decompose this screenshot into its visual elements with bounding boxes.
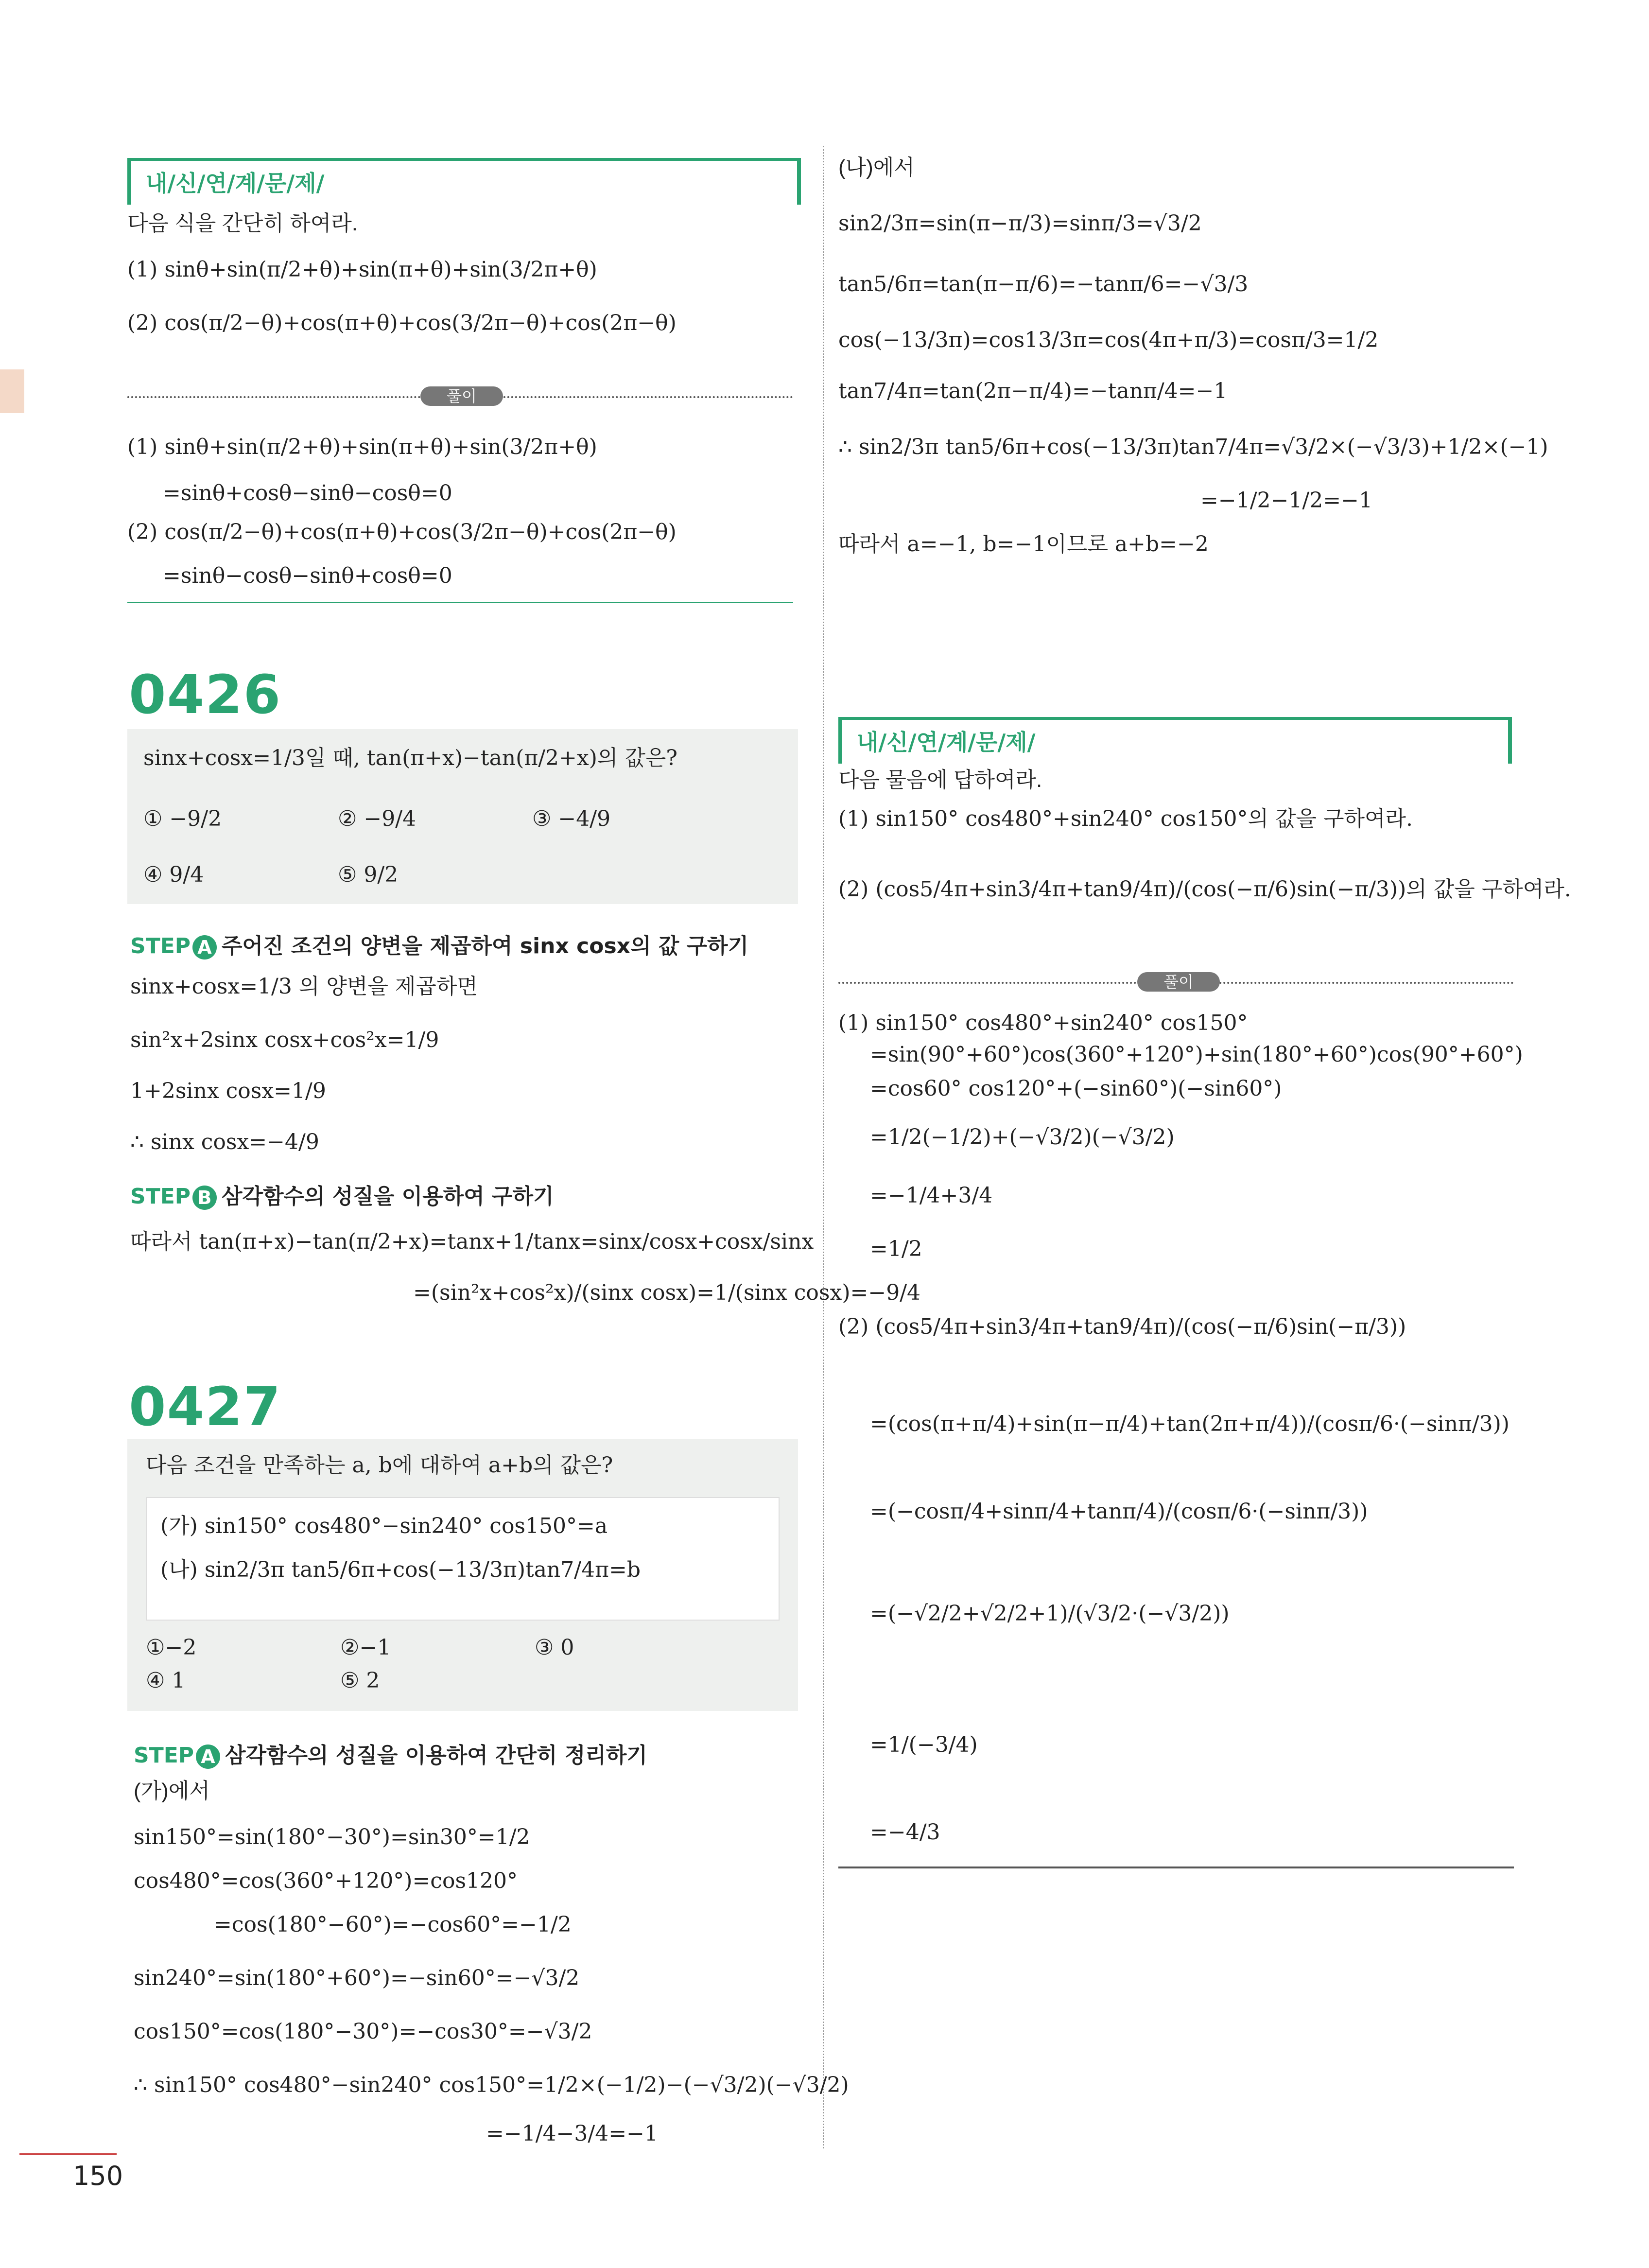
step-tag: STEP (130, 1184, 191, 1209)
step-letter: B (192, 1186, 217, 1210)
step-title: 삼각함수의 성질을 이용하여 간단히 정리하기 (225, 1743, 647, 1768)
naesin2-sol1-line: (1) sin150° cos480°+sin240° cos150° (838, 1011, 1248, 1035)
choice-4[interactable]: ④ 9/4 (143, 862, 204, 887)
section-end-rule (127, 602, 793, 603)
section-end-rule (838, 1867, 1514, 1868)
step-letter: A (192, 935, 217, 960)
solution-line: =cos(180°−60°)=−cos60°=−1/2 (214, 1912, 572, 1937)
naesin2-sol2-line: =(cos(π+π/4)+sin(π−π/4)+tan(2π+π/4))/(cosπ/6·(−sinπ/3)) (870, 1412, 1510, 1436)
naesin1-sol-2: =sinθ+cosθ−sinθ−cosθ=0 (163, 481, 452, 506)
naesin1-sol-3: (2) cos(π/2−θ)+cos(π+θ)+cos(3/2π−θ)+cos(2π−θ) (127, 520, 677, 544)
step-b-line-1: 따라서 tan(π+x)−tan(π/2+x)=tanx+1/tanx=sinx/cosx+cosx/sinx (130, 1229, 814, 1254)
choice-4[interactable]: ④ 1 (146, 1668, 186, 1693)
naesin1-item-1: (1) sinθ+sin(π/2+θ)+sin(π+θ)+sin(3/2π+θ) (127, 257, 597, 282)
step-a-line-4: ∴ sinx cosx=−4/9 (130, 1130, 319, 1154)
naesin-header-2 (838, 717, 1512, 764)
naesin1-item-2: (2) cos(π/2−θ)+cos(π+θ)+cos(3/2π−θ)+cos(2π−θ) (127, 311, 677, 335)
choice-2[interactable]: ② −9/4 (338, 806, 417, 831)
naesin2-sol1-line: =−1/4+3/4 (870, 1183, 993, 1208)
naesin1-prompt: 다음 식을 간단히 하여라. (127, 211, 358, 235)
step-letter: A (196, 1745, 220, 1769)
choice-2[interactable]: ②−1 (340, 1635, 391, 1660)
condition-ga: (가) sin150° cos480°−sin240° cos150°=a (160, 1514, 608, 1538)
solution-line: cos480°=cos(360°+120°)=cos120° (134, 1868, 518, 1893)
naesin2-sol1-line: =cos60° cos120°+(−sin60°)(−sin60°) (870, 1076, 1282, 1101)
cont-line: (나)에서 (838, 156, 915, 179)
chapter-tab (0, 369, 24, 413)
cont-line: cos(−13/3π)=cos13/3π=cos(4π+π/3)=cosπ/3=1/2 (838, 328, 1379, 352)
solution-label: 풀이 (1137, 972, 1220, 992)
step-a-line-2: sin²x+2sinx cosx+cos²x=1/9 (130, 1028, 439, 1052)
naesin2-item-2: (2) (cos5/4π+sin3/4π+tan9/4π)/(cos(−π/6)sin(−π/3))의 값을 구하여라. (838, 877, 1571, 902)
question-text: 다음 조건을 만족하는 a, b에 대하여 a+b의 값은? (146, 1453, 613, 1478)
naesin2-sol2-line: =1/(−3/4) (870, 1732, 978, 1757)
solution-line: sin150°=sin(180°−30°)=sin30°=1/2 (134, 1825, 530, 1849)
naesin2-sol2-line: =−4/3 (870, 1820, 940, 1845)
condition-na: (나) sin2/3π tan5/6π+cos(−13/3π)tan7/4π=b (160, 1557, 641, 1582)
choice-1[interactable]: ① −9/2 (143, 806, 222, 831)
choice-3[interactable]: ③ −4/9 (532, 806, 611, 831)
choice-5[interactable]: ⑤ 9/2 (338, 862, 399, 887)
cont-line: 따라서 a=−1, b=−1이므로 a+b=−2 (838, 532, 1209, 557)
naesin2-sol2-line: =(−cosπ/4+sinπ/4+tanπ/4)/(cosπ/6·(−sinπ/3)) (870, 1499, 1368, 1524)
solution-line: (가)에서 (134, 1779, 210, 1803)
solution-label: 풀이 (420, 386, 503, 406)
page-number-rule (19, 2153, 117, 2155)
cont-line: tan7/4π=tan(2π−π/4)=−tanπ/4=−1 (838, 379, 1228, 403)
naesin-header-1 (127, 158, 801, 205)
naesin2-sol2-line: =(−√2/2+√2/2+1)/(√3/2·(−√3/2)) (870, 1601, 1230, 1626)
choice-3[interactable]: ③ 0 (535, 1635, 574, 1660)
step-title: 주어진 조건의 양변을 제곱하여 sinx cosx의 값 구하기 (222, 934, 749, 959)
naesin2-sol1-line: =sin(90°+60°)cos(360°+120°)+sin(180°+60°)cos(90°+60°) (870, 1042, 1523, 1067)
chapter-sidebar (0, 369, 29, 642)
cont-line: sin2/3π=sin(π−π/3)=sinπ/3=√3/2 (838, 211, 1202, 236)
step-a-heading (134, 1738, 647, 1769)
question-number: 0427 (129, 1376, 282, 1438)
step-title: 삼각함수의 성질을 이용하여 구하기 (222, 1184, 554, 1209)
naesin1-sol-1: (1) sinθ+sin(π/2+θ)+sin(π+θ)+sin(3/2π+θ) (127, 435, 597, 459)
step-b-line-2: =(sin²x+cos²x)/(sinx cosx)=1/(sinx cosx)=−9/4 (413, 1280, 921, 1305)
solution-line: cos150°=cos(180°−30°)=−cos30°=−√3/2 (134, 2019, 592, 2044)
cont-line: =−1/2−1/2=−1 (1200, 488, 1372, 513)
step-b-heading (130, 1179, 554, 1210)
naesin2-prompt: 다음 물음에 답하여라. (838, 768, 1042, 792)
cont-line: ∴ sin2/3π tan5/6π+cos(−13/3π)tan7/4π=√3/2×(−√3/3)+1/2×(−1) (838, 435, 1548, 459)
step-tag: STEP (134, 1743, 194, 1768)
question-number: 0426 (129, 663, 282, 726)
naesin-label: 내/신/연/계/문/제/ (146, 170, 325, 196)
cont-line: tan5/6π=tan(π−π/6)=−tanπ/6=−√3/3 (838, 272, 1249, 297)
naesin2-sol1-line: =1/2(−1/2)+(−√3/2)(−√3/2) (870, 1125, 1175, 1150)
step-tag: STEP (130, 934, 191, 959)
naesin2-item-1: (1) sin150° cos480°+sin240° cos150°의 값을 구하여라. (838, 806, 1413, 831)
naesin2-sol1-line: =1/2 (870, 1237, 922, 1261)
solution-line: ∴ sin150° cos480°−sin240° cos150°=1/2×(−1/2)−(−√3/2)(−√3/2) (134, 2073, 849, 2097)
solution-line: sin240°=sin(180°+60°)=−sin60°=−√3/2 (134, 1966, 580, 1990)
step-a-line-1: sinx+cosx=1/3 의 양변을 제곱하면 (130, 974, 478, 999)
column-divider (823, 146, 824, 2148)
step-a-heading (130, 928, 748, 960)
naesin-label: 내/신/연/계/문/제/ (857, 729, 1036, 755)
question-text: sinx+cosx=1/3일 때, tan(π+x)−tan(π/2+x)의 값은? (143, 746, 677, 770)
step-a-line-3: 1+2sinx cosx=1/9 (130, 1079, 326, 1103)
naesin2-sol2-line: (2) (cos5/4π+sin3/4π+tan9/4π)/(cos(−π/6)sin(−π/3)) (838, 1314, 1406, 1339)
naesin1-sol-4: =sinθ−cosθ−sinθ+cosθ=0 (163, 563, 452, 588)
choice-1[interactable]: ①−2 (146, 1635, 197, 1660)
solution-line: =−1/4−3/4=−1 (486, 2121, 658, 2146)
choice-5[interactable]: ⑤ 2 (340, 1668, 380, 1693)
page-number: 150 (73, 2161, 123, 2191)
